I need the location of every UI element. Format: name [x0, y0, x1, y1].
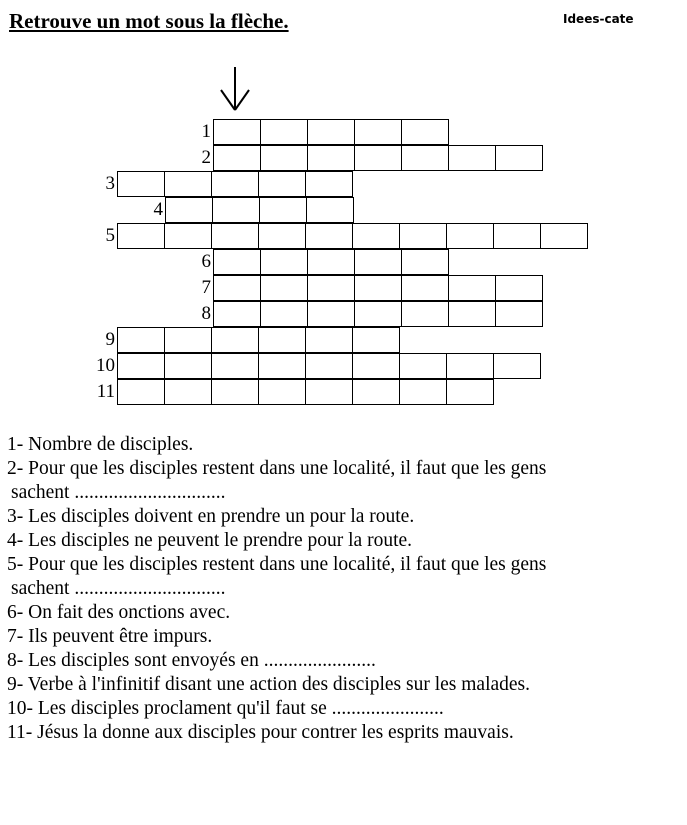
grid-cell[interactable]: [260, 249, 308, 275]
grid-cell[interactable]: [305, 379, 353, 405]
clue-text: 7- Ils peuvent être impurs.: [7, 626, 213, 647]
clue-item: [7, 697, 679, 721]
grid-cell[interactable]: [212, 197, 260, 223]
grid-cell[interactable]: [117, 353, 165, 379]
grid-cell[interactable]: [164, 223, 212, 249]
grid-cell[interactable]: [213, 249, 261, 275]
grid-cell[interactable]: [352, 223, 400, 249]
grid-cell[interactable]: [164, 353, 212, 379]
row-number: 2: [201, 147, 211, 168]
grid-cell[interactable]: [307, 301, 355, 327]
grid-cell[interactable]: [117, 327, 165, 353]
clue-item: [7, 433, 679, 457]
row-number: 7: [201, 277, 211, 298]
grid-cell[interactable]: [307, 119, 355, 145]
grid-cell[interactable]: [352, 379, 400, 405]
grid-cell[interactable]: [258, 223, 306, 249]
grid-cell[interactable]: [260, 301, 308, 327]
grid-cell[interactable]: [117, 223, 165, 249]
grid-cell[interactable]: [354, 301, 402, 327]
grid-cell[interactable]: [213, 119, 261, 145]
clue-item: [7, 625, 679, 649]
grid-cell[interactable]: [354, 249, 402, 275]
clue-text: 5- Pour que les disciples restent dans une localité, il faut que les gens: [7, 554, 547, 575]
clue-item: [7, 649, 679, 673]
grid-cell[interactable]: [306, 197, 354, 223]
grid-cell[interactable]: [260, 145, 308, 171]
grid-cell[interactable]: [495, 145, 543, 171]
grid-cell[interactable]: [399, 223, 447, 249]
grid-cell[interactable]: [495, 275, 543, 301]
row-number: 5: [105, 225, 115, 246]
clue-text: 4- Les disciples ne peuvent le prendre pour la route.: [7, 530, 413, 551]
grid-cell[interactable]: [258, 171, 306, 197]
clue-item: [7, 673, 679, 697]
grid-cell[interactable]: [117, 171, 165, 197]
grid-cell[interactable]: [258, 353, 306, 379]
grid-cell[interactable]: [401, 301, 449, 327]
clue-item: [7, 553, 679, 601]
page-title: Retrouve un mot sous la flèche.: [9, 9, 289, 33]
grid-cell[interactable]: [448, 145, 496, 171]
grid-cell[interactable]: [448, 301, 496, 327]
grid-cell[interactable]: [211, 379, 259, 405]
grid-cell[interactable]: [401, 249, 449, 275]
row-number: 9: [105, 329, 115, 350]
grid-cell[interactable]: [211, 327, 259, 353]
row-number: 1: [201, 121, 211, 142]
grid-cell[interactable]: [164, 379, 212, 405]
row-number: 4: [153, 199, 163, 220]
grid-cell[interactable]: [399, 379, 447, 405]
grid-cell[interactable]: [164, 327, 212, 353]
grid-cell[interactable]: [259, 197, 307, 223]
grid-cell[interactable]: [260, 119, 308, 145]
clue-continuation: sachent ...............................: [11, 578, 226, 599]
row-number: 11: [96, 381, 115, 402]
grid-cell[interactable]: [211, 353, 259, 379]
grid-cell[interactable]: [495, 301, 543, 327]
clue-item: [7, 721, 679, 745]
clue-item: [7, 457, 679, 505]
clue-item: [7, 505, 679, 529]
down-arrow-icon: [219, 66, 253, 112]
grid-cell[interactable]: [213, 275, 261, 301]
grid-cell[interactable]: [354, 275, 402, 301]
clue-continuation: sachent ...............................: [11, 482, 226, 503]
row-number: 6: [201, 251, 211, 272]
clue-item: [7, 601, 679, 625]
grid-cell[interactable]: [446, 379, 494, 405]
clue-text: 2- Pour que les disciples restent dans une localité, il faut que les gens: [7, 458, 547, 479]
row-number: 10: [96, 355, 115, 376]
row-number: 3: [105, 173, 115, 194]
clue-list: [7, 433, 679, 745]
brand-label: Idees-cate: [563, 12, 634, 26]
grid-cell[interactable]: [493, 353, 541, 379]
grid-cell[interactable]: [354, 119, 402, 145]
grid-cell[interactable]: [401, 275, 449, 301]
grid-cell[interactable]: [354, 145, 402, 171]
grid-cell[interactable]: [352, 353, 400, 379]
clue-text: 10- Les disciples proclament qu'il faut se .......................: [7, 698, 444, 719]
grid-cell[interactable]: [305, 171, 353, 197]
grid-cell[interactable]: [305, 327, 353, 353]
grid-cell[interactable]: [211, 171, 259, 197]
grid-cell[interactable]: [213, 301, 261, 327]
clue-text: 1- Nombre de disciples.: [7, 434, 194, 455]
grid-cell[interactable]: [493, 223, 541, 249]
grid-cell[interactable]: [540, 223, 588, 249]
clue-text: 9- Verbe à l'infinitif disant une action des disciples sur les malades.: [7, 674, 531, 695]
grid-cell[interactable]: [446, 353, 494, 379]
grid-cell[interactable]: [401, 119, 449, 145]
clue-text: 11- Jésus la donne aux disciples pour contrer les esprits mauvais.: [7, 722, 514, 743]
grid-cell[interactable]: [164, 171, 212, 197]
grid-cell[interactable]: [211, 223, 259, 249]
grid-cell[interactable]: [213, 145, 261, 171]
grid-cell[interactable]: [305, 223, 353, 249]
grid-cell[interactable]: [117, 379, 165, 405]
clue-text: 6- On fait des onctions avec.: [7, 602, 231, 623]
clue-text: 8- Les disciples sont envoyés en .......................: [7, 650, 376, 671]
grid-cell[interactable]: [258, 327, 306, 353]
grid-cell[interactable]: [260, 275, 308, 301]
grid-cell[interactable]: [448, 275, 496, 301]
grid-cell[interactable]: [446, 223, 494, 249]
grid-cell[interactable]: [258, 379, 306, 405]
clue-item: [7, 529, 679, 553]
grid-cell[interactable]: [307, 145, 355, 171]
clue-text: 3- Les disciples doivent en prendre un pour la route.: [7, 506, 415, 527]
grid-cell[interactable]: [307, 249, 355, 275]
grid-cell[interactable]: [352, 327, 400, 353]
grid-cell[interactable]: [399, 353, 447, 379]
grid-cell[interactable]: [307, 275, 355, 301]
grid-cell[interactable]: [305, 353, 353, 379]
grid-cell[interactable]: [401, 145, 449, 171]
grid-cell[interactable]: [165, 197, 213, 223]
row-number: 8: [201, 303, 211, 324]
